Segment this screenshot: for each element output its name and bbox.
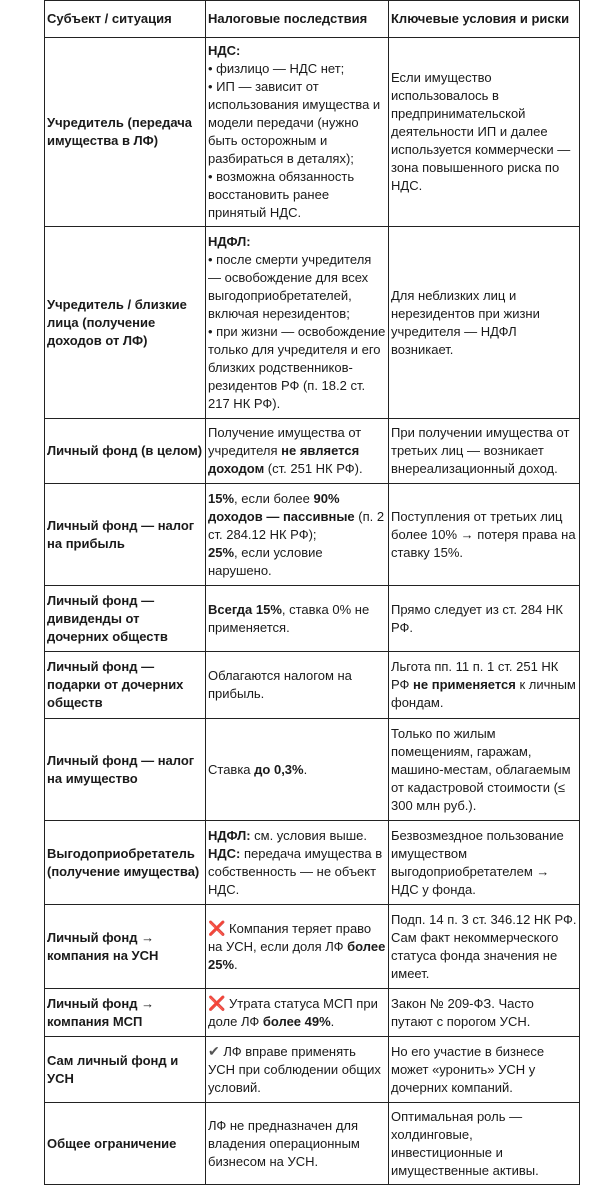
table-row xyxy=(45,1037,580,1103)
row-tax xyxy=(206,719,389,821)
row-tax xyxy=(206,38,389,227)
row-subject: Личный фонд → компания МСП xyxy=(45,989,206,1037)
row-risk: Но его участие в бизнесе может «уронить» УСН у дочерних компаний. xyxy=(389,1037,580,1103)
tax-text: , ставка 0% не применяется. xyxy=(208,601,370,635)
row-risk: При получении имущества от третьих лиц — возникает внереализационный доход. xyxy=(389,419,580,484)
row-subject: Общее ограничение xyxy=(45,1103,206,1185)
risk-text-bold: не применяется xyxy=(413,677,516,692)
table-row xyxy=(45,419,580,484)
row-risk: Безвозмездное пользование имуществом выгодоприобретателем → НДС у фонда. xyxy=(389,821,580,905)
row-tax: ЛФ не предназначен для владения операционным бизнесом на УСН. xyxy=(206,1103,389,1185)
risk-text: Льгота пп. 11 п. 1 ст. 251 НК РФ xyxy=(391,659,559,692)
tax-table xyxy=(44,0,580,1185)
tax-text: . xyxy=(330,1014,335,1029)
tax-text: ЛФ вправе применять УСН при соблюдении общих условий. xyxy=(208,1044,381,1095)
row-risk: Поступления от третьих лиц более 10% → потеря права на ставку 15%. xyxy=(389,484,580,586)
row-risk xyxy=(389,652,580,719)
row-tax xyxy=(206,586,389,652)
table-row xyxy=(45,227,580,419)
row-subject: Учредитель / близкие лица (получение доходов от ЛФ) xyxy=(45,227,206,419)
header-conditions-risks: Ключевые условия и риски xyxy=(389,1,580,38)
tax-text-bold: до 0,3% xyxy=(254,761,304,777)
cross-icon: ❌ xyxy=(208,920,226,936)
row-subject: Сам личный фонд и УСН xyxy=(45,1037,206,1103)
tax-title: НДФЛ: xyxy=(208,233,251,249)
table-row xyxy=(45,905,580,989)
cross-icon: ❌ xyxy=(208,995,226,1011)
row-risk: Подп. 14 п. 3 ст. 346.12 НК РФ. Сам факт некоммерческого статуса фонда значения не имеет. xyxy=(389,905,580,989)
row-tax: Облагаются налогом на прибыль. xyxy=(206,652,389,719)
row-tax xyxy=(206,821,389,905)
tax-text: Утрата статуса МСП при доле ЛФ xyxy=(208,996,378,1029)
tax-bullet: • возможна обязанность восстановить ранее принятый НДС. xyxy=(208,169,355,220)
row-risk: Прямо следует из ст. 284 НК РФ. xyxy=(389,586,580,652)
table-row xyxy=(45,484,580,586)
tax-bullet: • при жизни — освобождение только для учредителя и его близких родственников-резидентов РФ (п. 18.2 ст. 217 НК РФ). xyxy=(208,323,386,411)
row-tax xyxy=(206,905,389,989)
table-row xyxy=(45,719,580,821)
tax-text: , если более xyxy=(234,490,314,506)
tax-text: (ст. 251 НК РФ). xyxy=(264,461,363,476)
tax-text: . xyxy=(234,957,238,972)
risk-text: к личным фондам. xyxy=(391,677,576,710)
checkmark-icon: ✔ xyxy=(208,1043,220,1059)
tax-text: , если условие нарушено. xyxy=(208,544,323,578)
row-tax xyxy=(206,227,389,419)
row-risk: Закон № 209-ФЗ. Часто путают с порогом УСН. xyxy=(389,989,580,1037)
header-tax-consequences: Налоговые последствия xyxy=(206,1,389,38)
tax-bullet: • после смерти учредителя — освобождение для всех выгодоприобретателей, включая нерезидентов; xyxy=(208,251,372,321)
row-risk: Оптимальная роль — холдинговые, инвестиционные и имущественные активы. xyxy=(389,1103,580,1185)
row-subject: Личный фонд — налог на имущество xyxy=(45,719,206,821)
header-subject: Субъект / ситуация xyxy=(45,1,206,38)
row-tax xyxy=(206,484,389,586)
tax-text-bold: НДФЛ: xyxy=(208,827,251,843)
table-row xyxy=(45,652,580,719)
tax-text-bold: НДС: xyxy=(208,845,241,861)
tax-text: (п. 2 ст. 284.12 НК РФ); xyxy=(208,508,385,542)
table-row xyxy=(45,38,580,227)
row-subject: Личный фонд — налог на прибыль xyxy=(45,484,206,586)
tax-text: Получение имущества от учредителя xyxy=(208,425,362,458)
row-tax xyxy=(206,989,389,1037)
row-tax xyxy=(206,419,389,484)
row-subject: Выгодоприобретатель (получение имущества) xyxy=(45,821,206,905)
tax-bullet: • физлицо — НДС нет; xyxy=(208,61,345,76)
tax-text: передача имущества в собственность — не объект НДС. xyxy=(208,845,383,897)
row-risk: Для неблизких лиц и нерезидентов при жизни учредителя — НДФЛ возникает. xyxy=(389,227,580,419)
table-header-row xyxy=(45,1,580,38)
table-row xyxy=(45,1103,580,1185)
tax-text-bold: Всегда 15% xyxy=(208,601,282,617)
row-subject: Личный фонд → компания на УСН xyxy=(45,905,206,989)
tax-text: Компания теряет право на УСН, если доля ЛФ xyxy=(208,921,372,954)
tax-text-bold: более 25% xyxy=(208,939,386,972)
tax-text-bold: 90% доходов — пассивные xyxy=(208,490,355,524)
table-row xyxy=(45,586,580,652)
tax-text-bold: 15% xyxy=(208,490,235,506)
tax-text-bold: не является доходом xyxy=(208,443,360,476)
row-risk: Только по жилым помещениям, гаражам, машино-местам, облагаемым от кадастровой стоимости (≤ 300 млн руб.). xyxy=(389,719,580,821)
row-subject: Личный фонд — подарки от дочерних обществ xyxy=(45,652,206,719)
tax-text: Ставка xyxy=(208,761,255,777)
row-subject: Учредитель (передача имущества в ЛФ) xyxy=(45,38,206,227)
row-subject: Личный фонд — дивиденды от дочерних обществ xyxy=(45,586,206,652)
row-subject: Личный фонд (в целом) xyxy=(45,419,206,484)
table-row xyxy=(45,821,580,905)
row-tax xyxy=(206,1037,389,1103)
tax-text: . xyxy=(303,761,308,777)
table-row xyxy=(45,989,580,1037)
tax-title: НДС: xyxy=(208,43,241,58)
tax-text: см. условия выше. xyxy=(250,827,367,843)
tax-text-bold: 25% xyxy=(208,544,235,560)
tax-text-bold: более 49% xyxy=(262,1014,331,1029)
tax-bullet: • ИП — зависит от использования имущества и модели передачи (нужно быть осторожным и разбираться в деталях); xyxy=(208,79,381,166)
row-risk: Если имущество использовалось в предпринимательской деятельности ИП и далее используется коммерчески — зона повышенного риска по НДС. xyxy=(389,38,580,227)
